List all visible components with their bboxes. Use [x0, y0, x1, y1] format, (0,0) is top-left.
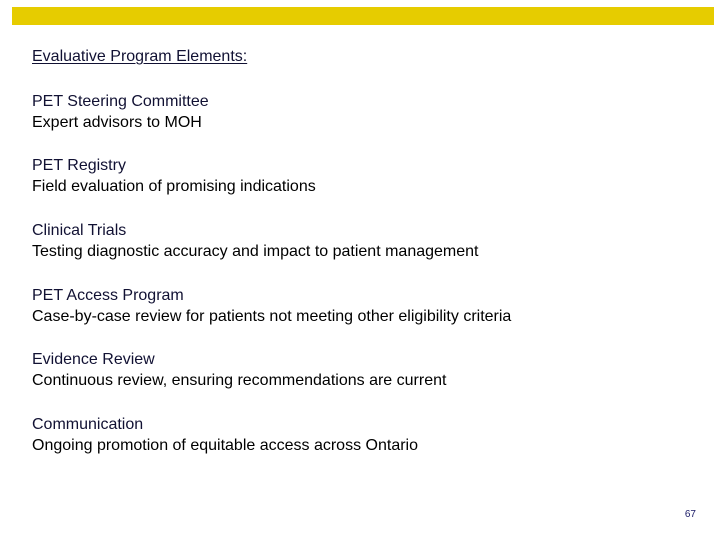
top-accent-bar	[12, 7, 714, 25]
program-element-evidence-review	[32, 350, 692, 392]
slide-heading: Evaluative Program Elements:	[32, 48, 248, 65]
element-title: PET Steering Committee	[32, 93, 209, 110]
element-description: Ongoing promotion of equitable access across Ontario	[32, 437, 418, 454]
element-title: PET Access Program	[32, 287, 184, 304]
element-title: Communication	[32, 416, 144, 433]
element-description: Expert advisors to MOH	[32, 114, 202, 131]
element-description: Continuous review, ensuring recommendations are current	[32, 372, 447, 389]
element-title: Clinical Trials	[32, 222, 127, 239]
element-title: Evidence Review	[32, 351, 155, 368]
program-element-communication	[32, 415, 692, 457]
page-number: 67	[684, 509, 696, 520]
program-element-access-program	[32, 286, 692, 328]
program-element-registry	[32, 156, 692, 198]
element-description: Case-by-case review for patients not meeting other eligibility criteria	[32, 308, 512, 325]
element-title: PET Registry	[32, 157, 126, 174]
element-description: Field evaluation of promising indications	[32, 178, 316, 195]
element-description: Testing diagnostic accuracy and impact to patient management	[32, 243, 479, 260]
program-element-steering-committee	[32, 92, 692, 134]
program-element-clinical-trials	[32, 221, 692, 263]
